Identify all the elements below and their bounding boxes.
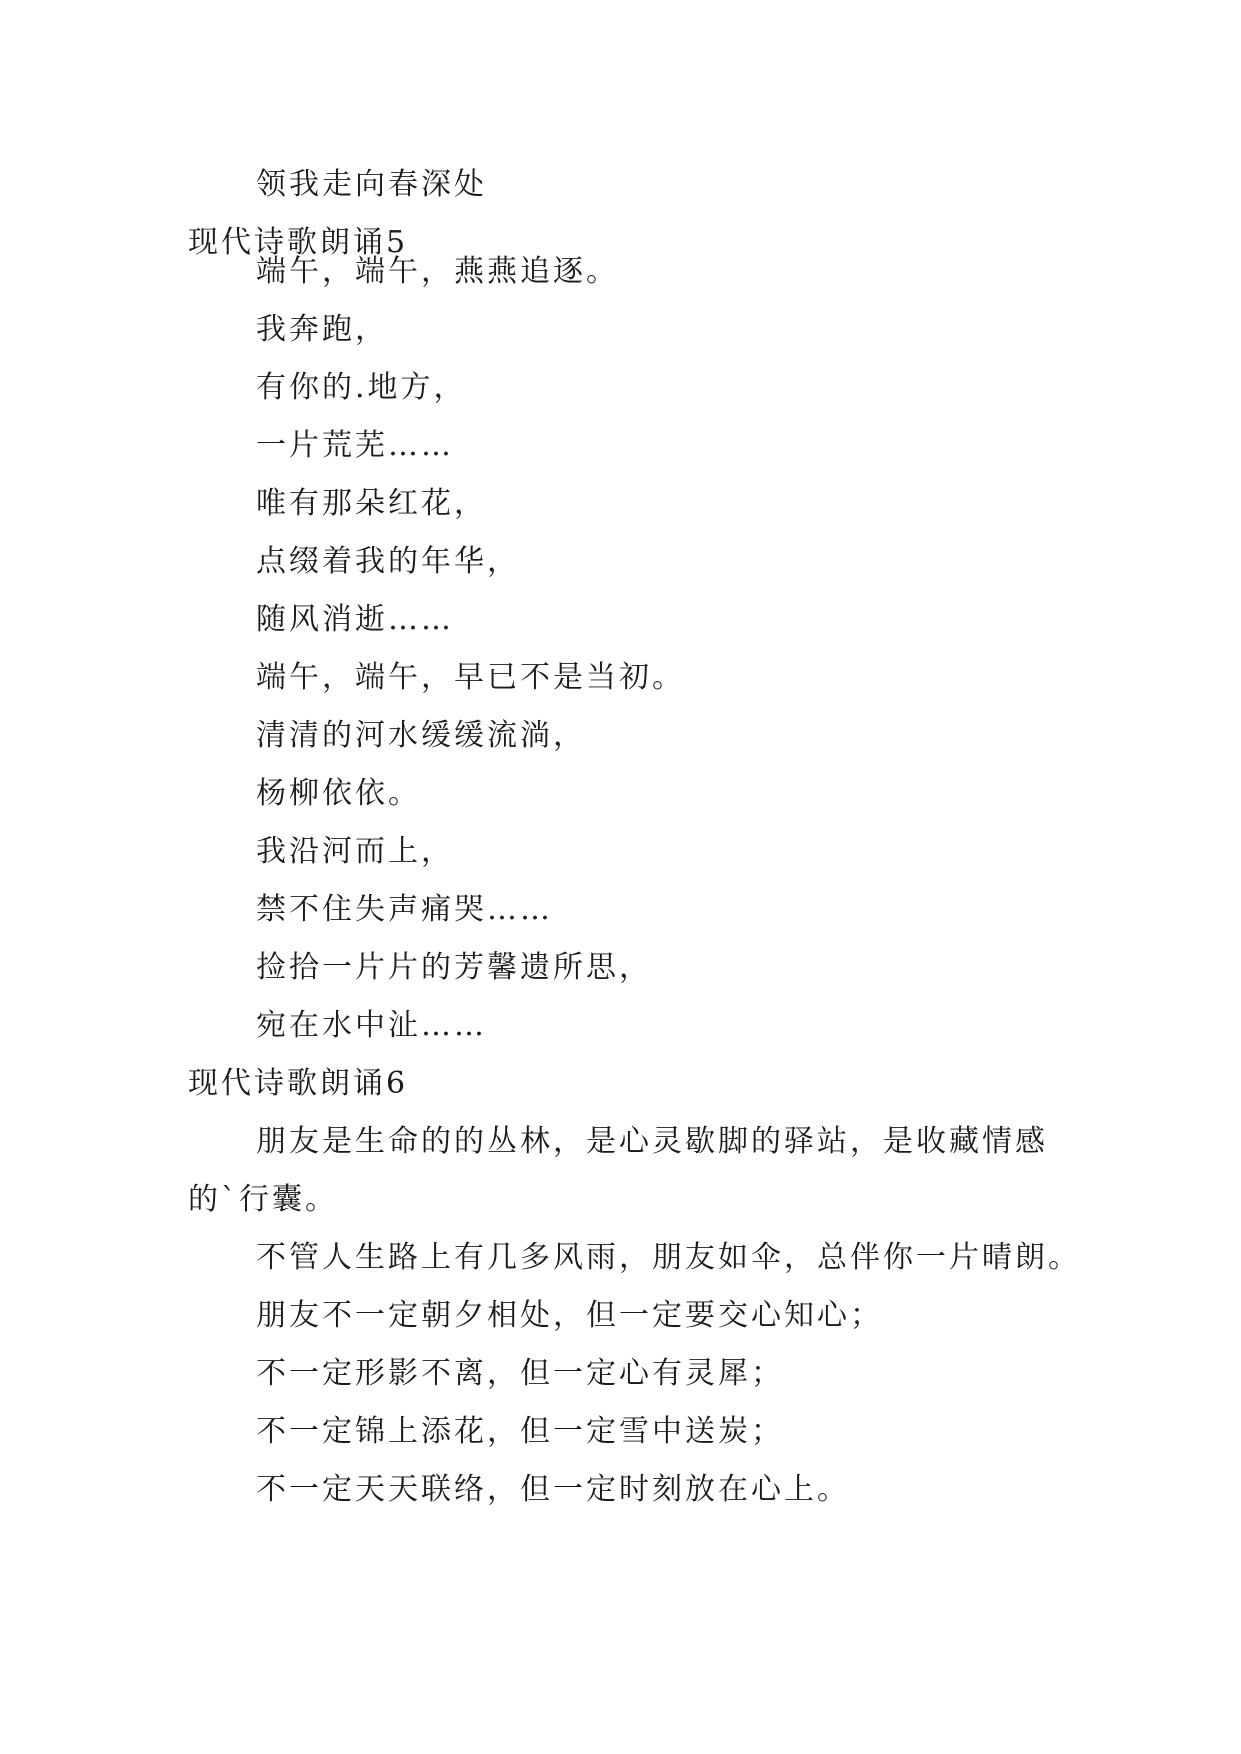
paragraph-line: 朋友是生命的的丛林，是心灵歇脚的驿站，是收藏情感 (256, 1124, 1048, 1159)
section-6-heading: 现代诗歌朗诵6 (188, 1066, 409, 1101)
poem-line: 我沿河而上， (256, 834, 454, 869)
intro-line: 领我走向春深处 (256, 167, 487, 202)
poem-line: 有你的.地方， (256, 370, 467, 405)
paragraph-line: 不一定锦上添花，但一定雪中送炭； (256, 1414, 784, 1449)
poem-line: 端午，端午，燕燕追逐。 (256, 254, 619, 289)
poem-line: 禁不住失声痛哭…… (256, 892, 553, 927)
poem-line: 清清的河水缓缓流淌， (256, 718, 586, 753)
paragraph-line: 朋友不一定朝夕相处，但一定要交心知心； (256, 1298, 883, 1333)
poem-line: 我奔跑， (256, 312, 388, 347)
section-5-heading: 现代诗歌朗诵5 (188, 225, 409, 260)
poem-line: 一片荒芜…… (256, 428, 454, 463)
paragraph-line: 不一定形影不离，但一定心有灵犀； (256, 1356, 784, 1391)
poem-line: 点缀着我的年华， (256, 544, 520, 579)
poem-line: 杨柳依依。 (256, 776, 421, 811)
poem-line: 唯有那朵红花， (256, 486, 487, 521)
poem-line: 端午，端午，早已不是当初。 (256, 660, 685, 695)
poem-line: 捡拾一片片的芳馨遗所思， (256, 950, 652, 985)
poem-line: 宛在水中沚…… (256, 1008, 487, 1043)
paragraph-line: 不管人生路上有几多风雨，朋友如伞，总伴你一片晴朗。 (256, 1240, 1081, 1275)
poem-line: 随风消逝…… (256, 602, 454, 637)
paragraph-line: 不一定天天联络，但一定时刻放在心上。 (256, 1472, 850, 1507)
paragraph-line-continued: 的`行囊。 (188, 1182, 338, 1217)
